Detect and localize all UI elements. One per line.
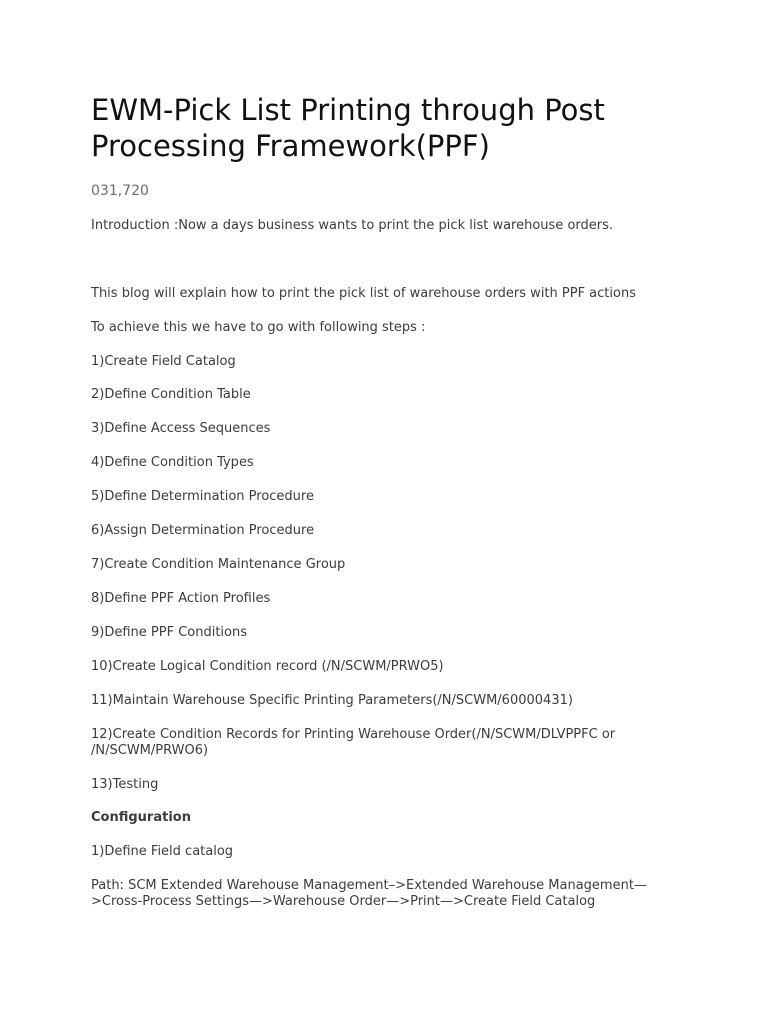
step-item: 8)Define PPF Action Profiles (91, 591, 271, 606)
article-meta-count: 031,720 (91, 183, 149, 199)
step-item: 7)Create Condition Maintenance Group (91, 557, 346, 572)
step-item: 13)Testing (91, 777, 159, 792)
step-item: 2)Define Condition Table (91, 387, 251, 402)
steps-intro-paragraph: To achieve this we have to go with following steps : (91, 320, 426, 335)
step-item: 6)Assign Determination Procedure (91, 523, 315, 538)
article-title: EWM-Pick List Printing through Post Processing Framework(PPF) (91, 93, 605, 163)
configuration-heading: Configuration (91, 810, 191, 825)
step-item: 4)Define Condition Types (91, 455, 254, 470)
config-step-1: 1)Define Field catalog (91, 844, 234, 859)
step-item: 1)Create Field Catalog (91, 354, 236, 369)
blog-explain-paragraph: This blog will explain how to print the pick list of warehouse orders with PPF actions (91, 286, 636, 301)
step-item: 9)Define PPF Conditions (91, 625, 248, 640)
config-path-text: Path: SCM Extended Warehouse Management–>Extended Warehouse Management—>Cross-Process Settings—>Warehouse Order—>Print—>Create Field Catalog (91, 878, 647, 909)
step-item: 11)Maintain Warehouse Specific Printing Parameters(/N/SCWM/60000431) (91, 693, 573, 708)
step-item: 3)Define Access Sequences (91, 421, 271, 436)
step-item: 12)Create Condition Records for Printing Warehouse Order(/N/SCWM/DLVPPFC or /N/SCWM/PRWO6) (91, 727, 616, 758)
intro-paragraph: Introduction :Now a days business wants to print the pick list warehouse orders. (91, 218, 614, 233)
step-item: 5)Define Determination Procedure (91, 489, 314, 504)
step-item: 10)Create Logical Condition record (/N/SCWM/PRWO5) (91, 659, 444, 674)
